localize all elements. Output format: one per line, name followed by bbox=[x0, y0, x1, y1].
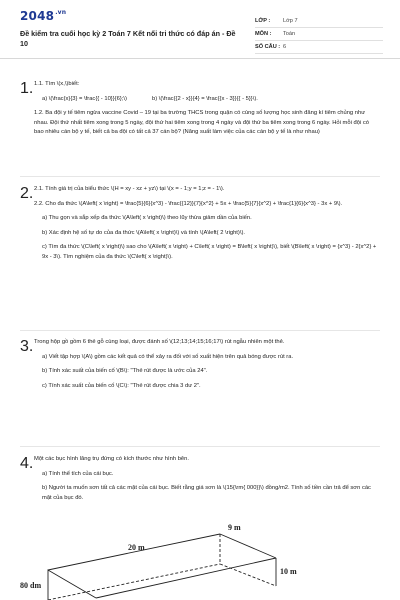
part-a: a) Tính thể tích của cái bục. bbox=[42, 470, 114, 477]
part-a: a) \(\frac{x}{3} = \frac{{ - 10}}{6};\) bbox=[42, 95, 127, 102]
prism-hidden-bottom bbox=[48, 564, 220, 600]
prism-slant-edge bbox=[96, 558, 276, 598]
divider bbox=[20, 330, 380, 331]
meta-value: Lớp 7 bbox=[283, 18, 298, 24]
logo-suffix: .vn bbox=[55, 9, 67, 16]
meta-value: 6 bbox=[283, 44, 287, 50]
site-logo[interactable] bbox=[20, 9, 66, 23]
label-left: 80 dm bbox=[20, 581, 42, 590]
part-a: a) Thu gọn và sắp xếp đa thức \(A\left( x \right)\) theo lũy thừa giảm dần của biến. bbox=[42, 215, 252, 222]
question-number: 1. bbox=[20, 80, 34, 97]
part-b: b) Tính xác suất của biến cố \(B\): "Thẻ rút được là ước của 24". bbox=[42, 368, 208, 375]
part-c: c) Tìm đa thức \(C\left( x \right)\) sao cho \(A\left( x \right) + C\left( x \right) = B\left( x \right)\), biết \(B\left( x \right) = {x^3} - 2{x^2} + 9x - 3\). Tìm nghiệm của đa thức \(C\left( x \right)\). bbox=[42, 244, 377, 260]
part-b: b) Người ta muốn sơn tất cả các mặt của cái bục. Biết rằng giá sơn là \(15{\rm{ 000}}\) đồng/m2. Tính số tiền cần trả để sơn các mặt của bục đó. bbox=[42, 485, 371, 501]
meta-row-subject bbox=[255, 28, 383, 41]
question-text: Một các bục hình lăng trụ đứng có kích thước như hình bên. bbox=[34, 456, 189, 462]
question-number: 2. bbox=[20, 185, 34, 202]
question-text: Trong hộp gồ gồm 6 thẻ gỗ cùng loại, được đánh số \(12;13;14;15;16;17\) rút ngẫu nhiên một thẻ. bbox=[34, 339, 285, 345]
label-top: 9 m bbox=[228, 523, 241, 532]
meta-label: MÔN : bbox=[255, 31, 272, 37]
label-right: 10 m bbox=[280, 567, 297, 576]
divider bbox=[20, 446, 380, 447]
label-depth: 20 m bbox=[128, 543, 145, 552]
question-text: 2.2. Cho đa thức \(A\left( x \right) = \frac{5}{6}{x^3} - \frac{{12}}{7}{x^2} + 5x + \frac{5}{7}{x^2} + \frac{1}{6}{x^3} - 3x + 9\). bbox=[34, 200, 343, 207]
part-a: a) Viết tập hợp \(A\) gồm các kết quả có thể xảy ra đối với số xuất hiện trên quả bóng được rút ra. bbox=[42, 353, 294, 360]
logo-text: 2048 bbox=[20, 9, 55, 23]
part-c: c) Tính xác suất của biến cố \(C\): "Thẻ rút được chia 3 dư 2". bbox=[42, 382, 201, 389]
prism-figure bbox=[20, 520, 320, 600]
meta-info bbox=[255, 15, 383, 54]
question-number: 4. bbox=[20, 455, 34, 472]
prism-front-face bbox=[48, 570, 96, 600]
document-header bbox=[0, 0, 400, 59]
divider bbox=[20, 176, 380, 177]
prism-hidden-back-bottom bbox=[220, 564, 276, 586]
part-b: b) Xác định hệ số tự do của đa thức \(A\left( x \right)\) và tính \(A\left( 2 \right)\). bbox=[42, 229, 246, 236]
question-number: 3. bbox=[20, 338, 34, 355]
prism-back-top bbox=[220, 534, 276, 558]
question-text: 2.1. Tính giá trị của biểu thức \(H = xy - xz + yz\) tại \(x = - 1;y = 1;z = - 1\). bbox=[34, 186, 225, 192]
question-text: 1.1. Tìm \(x,\)biết: bbox=[34, 81, 80, 87]
meta-row-class bbox=[255, 15, 383, 28]
meta-value: Toán bbox=[283, 31, 296, 37]
meta-label: LỚP : bbox=[255, 18, 271, 24]
meta-label: SỐ CÂU : bbox=[255, 44, 281, 50]
document-title: Đề kiểm tra cuối học kỳ 2 Toán 7 Kết nối tri thức có đáp án - Đề 10 bbox=[20, 29, 236, 48]
part-b: b) \(\frac{{2 - x}}{4} = \frac{{x - 3}}{{ - 5}}\). bbox=[152, 95, 258, 102]
meta-row-count bbox=[255, 41, 383, 54]
prism-top-edge bbox=[48, 534, 220, 570]
question-text: 1.2. Ba đội y tế tiêm ngừa vaccine Covid – 19 tại ba trường THCS trong quận có cùng số lượng học sinh đăng kí tiêm chủng như nhau. Đội thứ nhất tiêm xong trong 5 ngày, đội thứ hai tiêm xong trong 4 ngày và đội thứ ba tiêm xong trong 6 ngày. Hỏi mỗi đội có bao nhiêu cán bộ y tế, biết cả ba đội có tất cả 37 cán bộ? (Năng suất làm việc của các cán bộ y tế là như nhau) bbox=[34, 110, 369, 136]
